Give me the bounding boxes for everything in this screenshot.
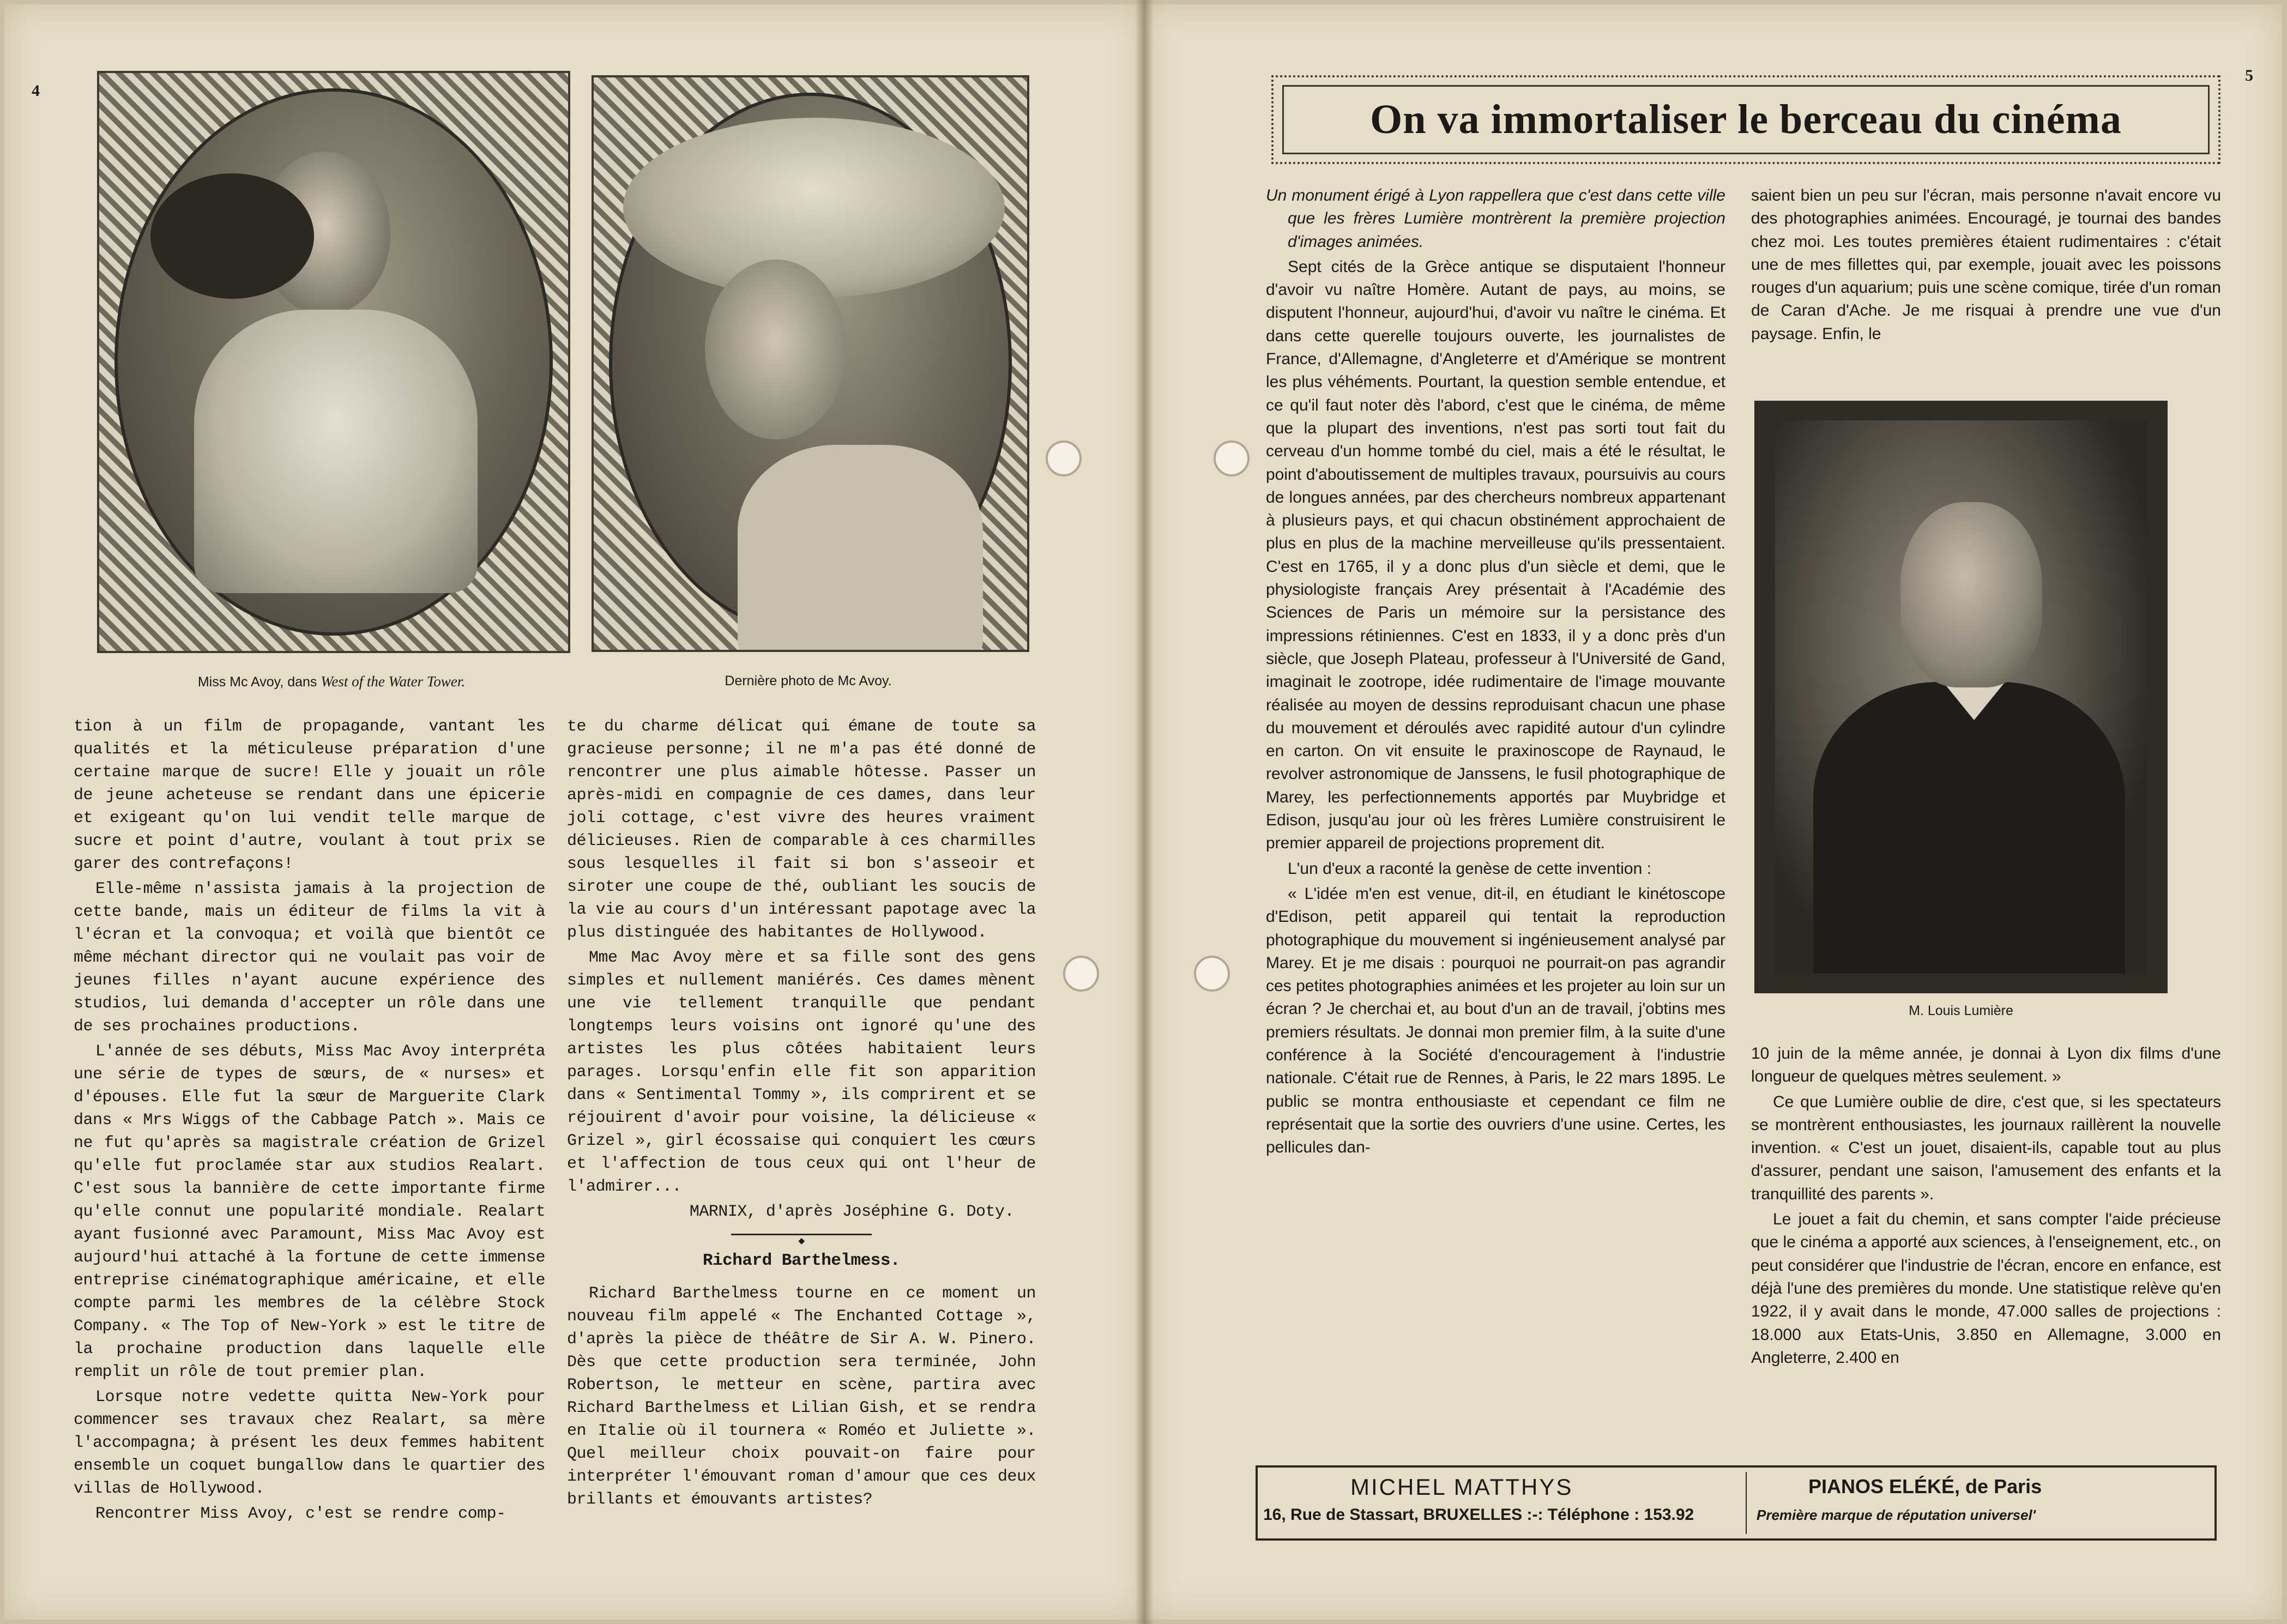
photo-louis-lumiere bbox=[1754, 401, 2168, 993]
paragraph: Ce que Lumière oublie de dire, c'est que, si les spectateurs se montrèrent enthousiastes, les journaux raillèrent la nouvelle invention. « C'est un jouet, disaient-ils, capable tout au plus d'assurer, pendant une saison, l'amusement des enfants et la tranquillité des parents ». bbox=[1751, 1092, 2221, 1203]
paragraph: L'un d'eux a raconté la genèse de cette invention : bbox=[1288, 859, 1651, 878]
article-column-1 bbox=[74, 715, 545, 1528]
photo-mcavoy-water-tower bbox=[97, 71, 570, 653]
section-divider bbox=[567, 1229, 1036, 1240]
photo-oval-frame bbox=[609, 93, 1012, 635]
article-lede: Un monument érigé à Lyon rappellera que c'est dans cette ville que les frères Lumière montrèrent la première projection d'images animées. bbox=[1266, 186, 1725, 251]
section-heading: Richard Barthelmess. bbox=[702, 1251, 901, 1270]
paragraph: Sept cités de la Grèce antique se disputaient l'honneur d'avoir vu naître Homère. Autant de pays, au moins, se disputent l'honneur, aujourd'hui, d'avoir vu naître le cinéma. Et dans cette querelle toujours ouverte, les journalistes de France, d'Allemagne, d'Angleterre et d'Amérique se montrent les plus véhéments. Pourtant, la question semble entendue, et ce qu'il faut noter dès l'abord, c'est que le cinéma, de même que la plupart des inventions, n'est pas sorti tout fait du cerveau d'un homme tombé du ciel, mais a été le résultat, le point d'aboutissement de multiples travaux, poursuivis au cours de longues années, par des chercheurs nombreux appartenant à plusieurs pays, et qui chacun obstinément approchaient de plus en plus de la machine merveilleuse qu'ils pressentaient. C'est en 1765, il y a donc plus d'un siècle et demi, que le physiologiste français Arey présentait à l'Académie des Sciences de Paris un mémoire sur la persistance des impressions rétiniennes. C'est en 1833, il y a donc près d'un siècle, que Joseph Plateau, professeur à l'Université de Gand, imaginait le zootrope, idée rudimentaire de l'image mouvante réalisée au moyen de dessins reproduisant chacun une phase du mouvement et déroulés avec rapidité autour d'un cylindre en carton. On vit ensuite le praxinoscope de Raynaud, le revolver astronomique de Janssens, le fusil photographique de Marey, les perfectionnements apportés par Muybridge et Edison, jusqu'au jour où les frères Lumière construisirent le premier appareil de projections proprement dit. bbox=[1266, 257, 1725, 853]
portrait-shoulders bbox=[738, 445, 983, 652]
paragraph: Elle-même n'assista jamais à la projection de cette bande, mais un éditeur de films la vit à l'écran et la convoqua; et voilà que bientôt ce même méchant director qui ne voulait pas voir de jeunes filles n'ayant aucune expérience des studios, lui demanda d'accepter un rôle dans une de ses prochaines productions. bbox=[74, 880, 545, 1036]
lumiere-column-2-continued bbox=[1751, 1042, 2221, 1372]
binder-hole bbox=[1063, 956, 1099, 992]
caption-text: Miss Mc Avoy, dans bbox=[197, 674, 317, 690]
portrait-face bbox=[705, 259, 847, 439]
paragraph: Lorsque notre vedette quitta New-York pour commencer ses travaux chez Realart, sa mère l'accompagna; à présent les deux femmes habitent ensemble un coquet bungallow dans le quartier des villas de Hollywood. bbox=[74, 1388, 545, 1498]
binder-hole bbox=[1214, 440, 1250, 476]
advertisement-box bbox=[1256, 1465, 2217, 1541]
portrait-face bbox=[1900, 502, 2042, 687]
ad-merchant-name: MICHEL MATTHYS bbox=[1350, 1474, 1573, 1500]
portrait-hair bbox=[150, 173, 314, 299]
ad-separator bbox=[1746, 1472, 1747, 1534]
paragraph: Mme Mac Avoy mère et sa fille sont des gens simples et nullement maniérés. Ces dames mènent une vie tellement tranquille que pendant longtemps leurs voisins ont ignoré qu'une des artistes les plus côtées habitaient leurs parages. Lorsqu'enfin elle fit son apparition dans « Sentimental Tommy », ils comprirent et se réjouirent d'avoir pour voisine, la délicieuse « Grizel », girl écossaise qui conquiert les cœurs et l'affection de tous ceux qui ont l'heur de l'admirer... bbox=[567, 949, 1036, 1196]
portrait-suit bbox=[1813, 682, 2125, 974]
photo-caption-2: Dernière photo de Mc Avoy. bbox=[725, 673, 892, 689]
lumiere-column-2 bbox=[1751, 184, 2221, 348]
page-number-left: 4 bbox=[32, 82, 40, 100]
paragraph: Rencontrer Miss Avoy, c'est se rendre comp- bbox=[95, 1505, 506, 1523]
caption-film-title: West of the Water Tower. bbox=[321, 673, 466, 690]
page-number-right: 5 bbox=[2245, 67, 2253, 84]
article-title-box bbox=[1271, 75, 2220, 164]
title-frame bbox=[1282, 85, 2210, 154]
ad-address: 16, Rue de Stassart, BRUXELLES :-: Téléphone : 153.92 bbox=[1263, 1506, 1694, 1524]
portrait-dress bbox=[194, 310, 478, 593]
paragraph: saient bien un peu sur l'écran, mais personne n'avait encore vu des photographies animées. Encouragé, je tournai des bandes chez moi. Les toutes premières étaient rudimentaires : c'était une de mes fillettes qui, par exemple, jouait avec les poissons rouges d'un aquarium; puis une scène comique, tirée d'un roman de Caran d'Ache. Je me risquai à prendre une vue d'un paysage. Enfin, le bbox=[1751, 186, 2221, 343]
paragraph: « L'idée m'en est venue, dit-il, en étudiant le kinétoscope d'Edison, petit appareil qui tentait la reproduction photographique du mouvement si ingénieusement analysé par Marey. Et je me disais : pourquoi ne pourrait-on pas agrandir ces petites photographies animées et les projeter au loin sur un écran ? Je cherchai et, au bout d'un an de travail, j'obtins mes premiers résultats. Je donnai mon premier film, à la suite d'une conférence à la Société d'encouragement à l'industrie nationale. C'était rue de Rennes, à Paris, le 22 mars 1895. Le public se montra enthousiaste et cependant ce film ne représentait que la sortie des ouvriers d'une usine. Certes, les pellicules dan- bbox=[1266, 884, 1725, 1157]
photo-caption-1 bbox=[97, 673, 566, 690]
paragraph: tion à un film de propagande, vantant les qualités et la méticuleuse préparation d'une certaine marque de sucre! Elle y jouait un rôle de jeune acheteuse se rendant dans une épicerie et exigeant qu'on lui vendit telle marque de sucre et point d'autre, voulant à tout prix se garer des contrefaçons! bbox=[74, 717, 545, 873]
binder-hole bbox=[1194, 956, 1230, 992]
page-gutter bbox=[1135, 0, 1154, 1624]
photo-frame bbox=[1775, 420, 2147, 974]
lumiere-column-1 bbox=[1266, 184, 1725, 1161]
article-title: On va immortaliser le berceau du cinéma bbox=[1370, 96, 2122, 142]
photo-mcavoy-last bbox=[592, 75, 1029, 652]
paragraph: L'année de ses débuts, Miss Mac Avoy interpréta une série de types de sœurs, de « nurses» et d'épouses. Elle fut la sœur de Marguerite Clark dans « Mrs Wiggs of the Cabbage Patch ». Mais ce ne fut qu'après sa magistrale création de Grizel qu'elle fut proclamée star aux studios Realart. C'est sous la bannière de cette importante firme qu'elle connut une popularité mondiale. Realart ayant fusionné avec Paramount, Miss Mac Avoy est aujourd'hui attaché à la fortune de cette immense entreprise cinématographique américaine, et elle compte parmi les membres de la célèbre Stock Company. « The Top of New-York » est le titre de la prochaine production dans laquelle elle remplit un rôle de tout premier plan. bbox=[74, 1042, 545, 1381]
paragraph: Le jouet a fait du chemin, et sans compter l'aide précieuse que le cinéma a apporté aux sciences, à l'enseignement, etc., on peut considérer que l'industrie de l'écran, encore en enfance, est déjà l'une des premières du monde. Une statistique relève qu'en 1922, il y avait dans le monde, 47.000 salles de projections : 18.000 aux Etats-Unis, 3.850 en Allemagne, 3.000 en Angleterre, 2.400 en bbox=[1751, 1210, 2221, 1367]
ad-tagline: Première marque de réputation universel' bbox=[1757, 1507, 2036, 1523]
photo-oval-frame bbox=[114, 88, 553, 636]
portrait-caption: M. Louis Lumière bbox=[1909, 1003, 2013, 1018]
article-signature: MARNIX, d'après Joséphine G. Doty. bbox=[689, 1203, 1014, 1221]
paragraph: 10 juin de la même année, je donnai à Lyon dix films d'une longueur de quelques mètres seulement. » bbox=[1751, 1045, 2221, 1086]
binder-hole bbox=[1046, 440, 1082, 476]
paragraph: Richard Barthelmess tourne en ce moment un nouveau film appelé « The Enchanted Cottage », d'après la pièce de théâtre de Sir A. W. Pinero. Dès que cette production sera terminée, John Robertson, le metteur en scène, partira avec Richard Barthelmess et Lilian Gish, et se rendra en Italie où il tournera « Roméo et Juliette ». Quel meilleur choix pouvait-on faire pour interpréter l'émouvant roman d'amour que ces deux brillants et émouvants artistes? bbox=[567, 1284, 1036, 1509]
article-column-2 bbox=[567, 715, 1036, 1513]
ad-brand: PIANOS ELÉKÉ, de Paris bbox=[1808, 1475, 2042, 1498]
portrait-hat bbox=[623, 118, 1005, 298]
paragraph: te du charme délicat qui émane de toute sa gracieuse personne; il ne m'a pas été donné de rencontrer une plus aimable hôtesse. Passer un après-midi en compagnie de ces dames, dans leur joli cottage, c'est vivre des heures vraiment délicieuses. Rien de comparable à ces charmilles sous lesquelles il fait si bon s'asseoir et siroter une coupe de thé, oubliant les soucis de la vie au cours d'un intéressant papotage avec la plus distinguée des habitantes de Hollywood. bbox=[567, 717, 1036, 942]
